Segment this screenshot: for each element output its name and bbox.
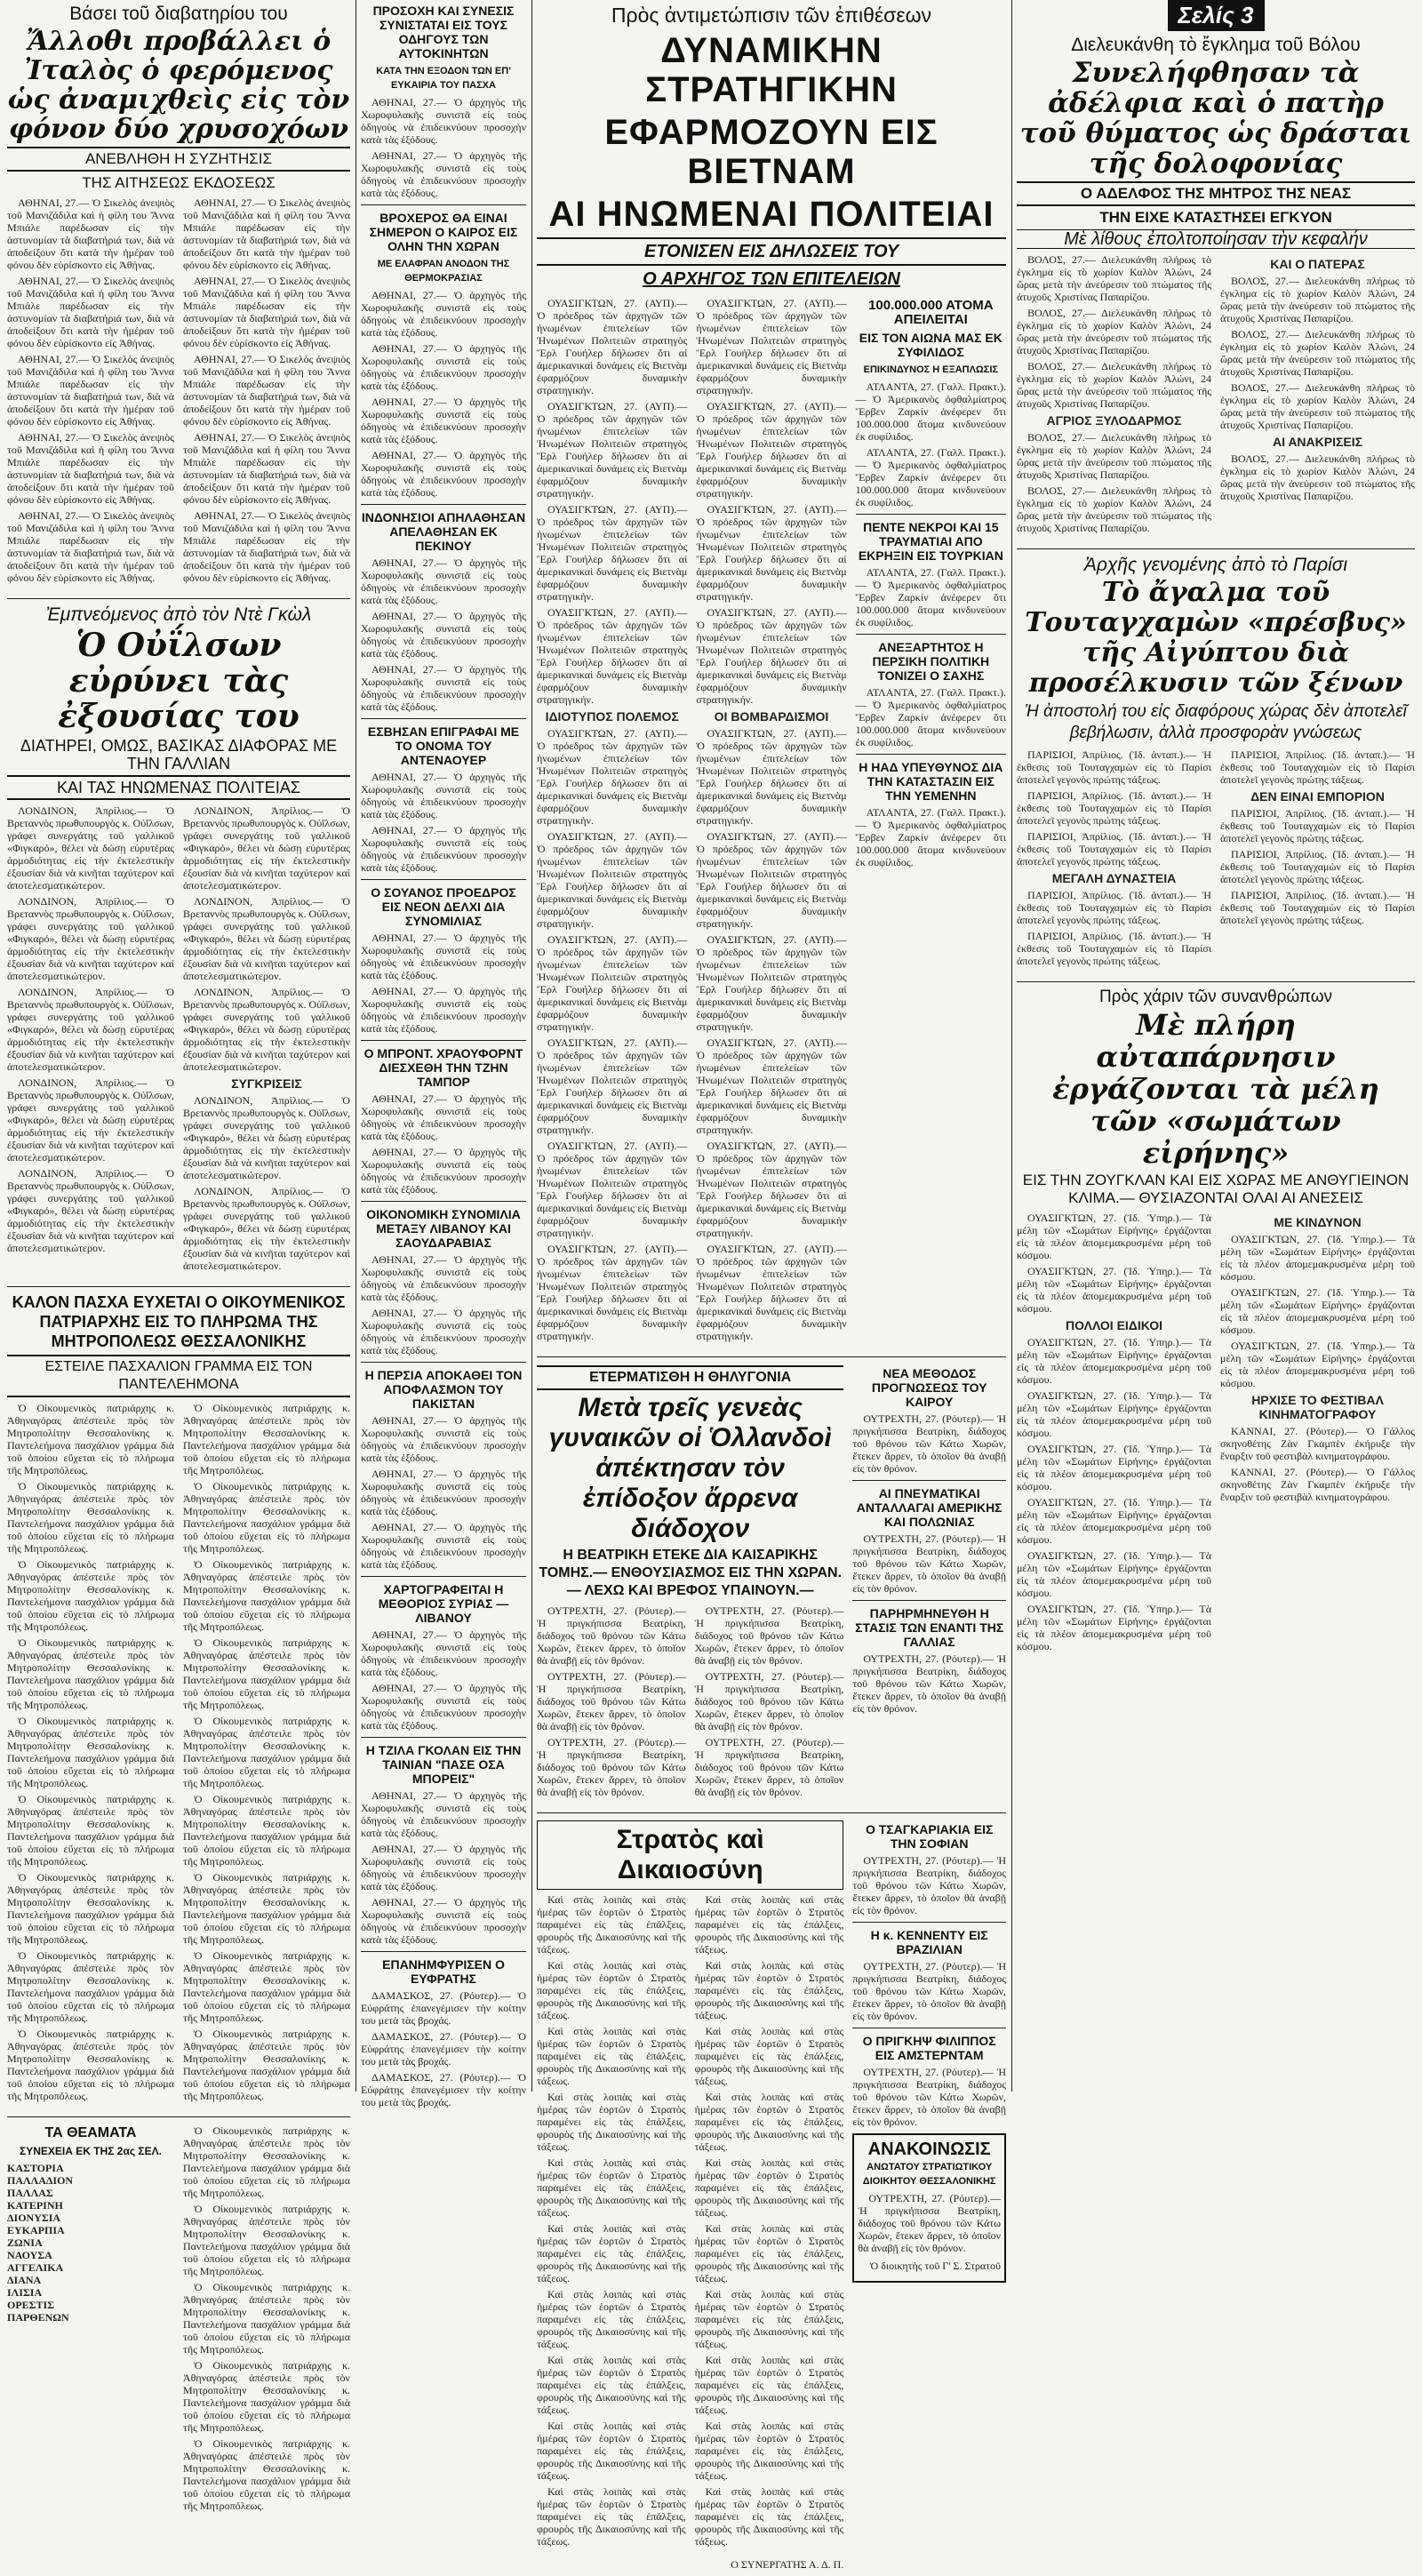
side-briefs xyxy=(856,295,1006,1351)
divider xyxy=(361,718,526,719)
column-center xyxy=(537,0,1006,2571)
story-text: ΑΤΛΑΝΤΑ, 27. (Γαλλ. Πρακτ.).— Ὁ Ἀμερικανὸς ὀφθαλμίατρος Ἔρβεν Ζαρκίν ἀνέφερεν ὅτι 100.000.000 ἄτομα κινδυνεύουν ἐκ συφίλιδος. xyxy=(855,566,1006,628)
story-text: ΚΑΙ Ο ΠΑΤΕΡΑΣ ΒΟΛΟΣ, 27.— Διελευκάνθη πλήρως τὸ ἐγκλημα εἰς τὸ χωρίον Καλὸν Ἀλώνι, 24 ὥρας μετὰ τὴν ἀνεύρεσιν τοῦ πτώματος τῆς ἀτυχοῦς Χριστίνας Παπαρίζου. ΒΟΛΟΣ, 27.— Διελευκάνθη πλήρως τὸ ἐγκλημα εἰς τὸ χωρίον Καλὸν Ἀλώνι, 24 ὥρας μετὰ τὴν ἀνεύρεσιν τοῦ πτώματος τῆς ἀτυχοῦς Χριστίνας Παπαρίζου. ΒΟΛΟΣ, 27.— Διελευκάνθη πλήρως τὸ ἐγκλημα εἰς τὸ χωρίον Καλὸν Ἀλώνι, 24 ὥρας μετὰ τὴν ἀνεύρεσιν τοῦ πτώματος τῆς ἀτυχοῦς Χριστίνας Παπαρίζου. ΑΙ ΑΝΑΚΡΙΣΕΙΣ ΒΟΛΟΣ, 27.— Διελευκάνθη πλήρως τὸ ἐγκλημα εἰς τὸ χωρίον Καλὸν Ἀλώνι, 24 ὥρας μετὰ τὴν ἀνεύρεσιν τοῦ πτώματος τῆς ἀτυχοῦς Χριστίνας Παπαρίζου. xyxy=(1220,257,1415,502)
side-briefs xyxy=(852,1363,1006,1807)
story-columns xyxy=(537,1603,843,1807)
story-text: Ὁ Οἰκουμενικὸς πατριάρχης κ. Ἀθηναγόρας ἀπέστειλε πρὸς τὸν Μητροπολίτην Θεσσαλονίκης κ. Παντελεήμονα πασχάλιον γράμμα διὰ τοῦ ὁποίου εὔχεται εἰς τὸ πλήρωμα τῆς Μητροπόλεως. Ὁ Οἰκουμενικὸς πατριάρχης κ. Ἀθηναγόρας ἀπέστειλε πρὸς τὸν Μητροπολίτην Θεσσαλονίκης κ. Παντελεήμονα πασχάλιον γράμμα διὰ τοῦ ὁποίου εὔχεται εἰς τὸ πλήρωμα τῆς Μητροπόλεως. Ὁ Οἰκουμενικὸς πατριάρχης κ. Ἀθηναγόρας ἀπέστειλε πρὸς τὸν Μητροπολίτην Θεσσαλονίκης κ. Παντελεήμονα πασχάλιον γράμμα διὰ τοῦ ὁποίου εὔχεται εἰς τὸ πλήρωμα τῆς Μητροπόλεως. Ὁ Οἰκουμενικὸς πατριάρχης κ. Ἀθηναγόρας ἀπέστειλε πρὸς τὸν Μητροπολίτην Θεσσαλονίκης κ. Παντελεήμονα πασχάλιον γράμμα διὰ τοῦ ὁποίου εὔχεται εἰς τὸ πλήρωμα τῆς Μητροπόλεως. Ὁ Οἰκουμενικὸς πατριάρχης κ. Ἀθηναγόρας ἀπέστειλε πρὸς τὸν Μητροπολίτην Θεσσαλονίκης κ. Παντελεήμονα πασχάλιον γράμμα διὰ τοῦ ὁποίου εὔχεται εἰς τὸ πλήρωμα τῆς Μητροπόλεως. Ὁ Οἰκουμενικὸς πατριάρχης κ. Ἀθηναγόρας ἀπέστειλε πρὸς τὸν Μητροπολίτην Θεσσαλονίκης κ. Παντελεήμονα πασχάλιον γράμμα διὰ τοῦ ὁποίου εὔχεται εἰς τὸ πλήρωμα τῆς Μητροπόλεως. Ὁ Οἰκουμενικὸς πατριάρχης κ. Ἀθηναγόρας ἀπέστειλε πρὸς τὸν Μητροπολίτην Θεσσαλονίκης κ. Παντελεήμονα πασχάλιον γράμμα διὰ τοῦ ὁποίου εὔχεται εἰς τὸ πλήρωμα τῆς Μητροπόλεως. Ὁ Οἰκουμενικὸς πατριάρχης κ. Ἀθηναγόρας ἀπέστειλε πρὸς τὸν Μητροπολίτην Θεσσαλονίκης κ. Παντελεήμονα πασχάλιον γράμμα διὰ τοῦ ὁποίου εὔχεται εἰς τὸ πλήρωμα τῆς Μητροπόλεως. Ὁ Οἰκουμενικὸς πατριάρχης κ. Ἀθηναγόρας ἀπέστειλε πρὸς τὸν Μητροπολίτην Θεσσαλονίκης κ. Παντελεήμονα πασχάλιον γράμμα διὰ τοῦ ὁποίου εὔχεται εἰς τὸ πλήρωμα τῆς Μητροπόλεως. xyxy=(7,1402,174,2102)
story-text: ΟΥΤΡΕΧΤΗ, 27. (Ρόυτερ).— Ἡ πριγκήπισσα Βεατρίκη, διάδοχος τοῦ θρόνου τῶν Κάτω Χωρῶν, ἔτεκεν ἄρρεν, τὸ ὁποῖον θὰ ἀναβῇ εἰς τὸν θρόνον. xyxy=(858,2192,1001,2254)
story-text: ΟΥΤΡΕΧΤΗ, 27. (Ρόυτερ).— Ἡ πριγκήπισσα Βεατρίκη, διάδοχος τοῦ θρόνου τῶν Κάτω Χωρῶν, ἔτεκεν ἄρρεν, τὸ ὁποῖον θὰ ἀναβῇ εἰς τὸν θρόνον. xyxy=(852,2066,1006,2128)
headline: ΠΡΟΣΟΧΗ ΚΑΙ ΣΥΝΕΣΙΣ ΣΥΝΙΣΤΑΤΑΙ ΕΙΣ ΤΟΥΣ ΟΔΗΓΟΥΣ ΤΩΝ ΑΥΤΟΚΙΝΗΤΩΝ xyxy=(372,4,515,60)
byline: Ο ΣΥΝΕΡΓΑΤΗΣ Α. Δ. Π. xyxy=(731,2558,844,2571)
column-rule xyxy=(1011,0,1012,2092)
story-text: ΑΘΗΝΑΙ, 27.— Ὁ Σικελὸς ἀνεψιὸς τοῦ Μανιζάδιλα καὶ ἡ φίλη του Ἄννα Μπιάλε παρέδωσαν εἰς τὴν ἀστυνομίαν τὰ διαβατήριά των, διὰ νὰ ἀποδείξουν ὅτι κατὰ τὴν ἡμέραν τοῦ φόνου δὲν εὑρίσκοντο εἰς Ἀθήνας. ΑΘΗΝΑΙ, 27.— Ὁ Σικελὸς ἀνεψιὸς τοῦ Μανιζάδιλα καὶ ἡ φίλη του Ἄννα Μπιάλε παρέδωσαν εἰς τὴν ἀστυνομίαν τὰ διαβατήριά των, διὰ νὰ ἀποδείξουν ὅτι κατὰ τὴν ἡμέραν τοῦ φόνου δὲν εὑρίσκοντο εἰς Ἀθήνας. ΑΘΗΝΑΙ, 27.— Ὁ Σικελὸς ἀνεψιὸς τοῦ Μανιζάδιλα καὶ ἡ φίλη του Ἄννα Μπιάλε παρέδωσαν εἰς τὴν ἀστυνομίαν τὰ διαβατήριά των, διὰ νὰ ἀποδείξουν ὅτι κατὰ τὴν ἡμέραν τοῦ φόνου δὲν εὑρίσκοντο εἰς Ἀθήνας. ΑΘΗΝΑΙ, 27.— Ὁ Σικελὸς ἀνεψιὸς τοῦ Μανιζάδιλα καὶ ἡ φίλη του Ἄννα Μπιάλε παρέδωσαν εἰς τὴν ἀστυνομίαν τὰ διαβατήριά των, διὰ νὰ ἀποδείξουν ὅτι κατὰ τὴν ἡμέραν τοῦ φόνου δὲν εὑρίσκοντο εἰς Ἀθήνας. ΑΘΗΝΑΙ, 27.— Ὁ Σικελὸς ἀνεψιὸς τοῦ Μανιζάδιλα καὶ ἡ φίλη του Ἄννα Μπιάλε παρέδωσαν εἰς τὴν ἀστυνομίαν τὰ διαβατήριά των, διὰ νὰ ἀποδείξουν ὅτι κατὰ τὴν ἡμέραν τοῦ φόνου δὲν εὑρίσκοντο εἰς Ἀθήνας. xyxy=(7,196,174,584)
subheadline: ΕΙΣ ΤΟΝ ΑΙΩΝΑ ΜΑΣ ΕΚ ΣΥΦΙΛΙΔΟΣ xyxy=(859,331,1003,359)
story-text: Ὁ Οἰκουμενικὸς πατριάρχης κ. Ἀθηναγόρας ἀπέστειλε πρὸς τὸν Μητροπολίτην Θεσσαλονίκης κ. Παντελεήμονα πασχάλιον γράμμα διὰ τοῦ ὁποίου εὔχεται εἰς τὸ πλήρωμα τῆς Μητροπόλεως. Ὁ Οἰκουμενικὸς πατριάρχης κ. Ἀθηναγόρας ἀπέστειλε πρὸς τὸν Μητροπολίτην Θεσσαλονίκης κ. Παντελεήμονα πασχάλιον γράμμα διὰ τοῦ ὁποίου εὔχεται εἰς τὸ πλήρωμα τῆς Μητροπόλεως. Ὁ Οἰκουμενικὸς πατριάρχης κ. Ἀθηναγόρας ἀπέστειλε πρὸς τὸν Μητροπολίτην Θεσσαλονίκης κ. Παντελεήμονα πασχάλιον γράμμα διὰ τοῦ ὁποίου εὔχεται εἰς τὸ πλήρωμα τῆς Μητροπόλεως. Ὁ Οἰκουμενικὸς πατριάρχης κ. Ἀθηναγόρας ἀπέστειλε πρὸς τὸν Μητροπολίτην Θεσσαλονίκης κ. Παντελεήμονα πασχάλιον γράμμα διὰ τοῦ ὁποίου εὔχεται εἰς τὸ πλήρωμα τῆς Μητροπόλεως. Ὁ Οἰκουμενικὸς πατριάρχης κ. Ἀθηναγόρας ἀπέστειλε πρὸς τὸν Μητροπολίτην Θεσσαλονίκης κ. Παντελεήμονα πασχάλιον γράμμα διὰ τοῦ ὁποίου εὔχεται εἰς τὸ πλήρωμα τῆς Μητροπόλεως. xyxy=(183,2124,350,2512)
section-label: ΣΥΓΚΡΙΣΕΙΣ xyxy=(231,1076,302,1091)
theatre-item: ΔΙΟΝΥΣΙΑ xyxy=(7,2212,61,2224)
headline: ΠΑΡΗΡΜΗΝΕΥΘΗ Η ΣΤΑΣΙΣ ΤΩΝ ΕΝΑΝΤΙ ΤΗΣ ΓΑΛΛΙΑΣ xyxy=(855,1606,1004,1649)
divider xyxy=(1017,981,1415,982)
story-text: ΒΟΛΟΣ, 27.— Διελευκάνθη πλήρως τὸ ἐγκλημα εἰς τὸ χωρίον Καλὸν Ἀλώνι, 24 ὥρας μετὰ τὴν ἀνεύρεσιν τοῦ πτώματος τῆς ἀτυχοῦς Χριστίνας Παπαρίζου. ΒΟΛΟΣ, 27.— Διελευκάνθη πλήρως τὸ ἐγκλημα εἰς τὸ χωρίον Καλὸν Ἀλώνι, 24 ὥρας μετὰ τὴν ἀνεύρεσιν τοῦ πτώματος τῆς ἀτυχοῦς Χριστίνας Παπαρίζου. ΒΟΛΟΣ, 27.— Διελευκάνθη πλήρως τὸ ἐγκλημα εἰς τὸ χωρίον Καλὸν Ἀλώνι, 24 ὥρας μετὰ τὴν ἀνεύρεσιν τοῦ πτώματος τῆς ἀτυχοῦς Χριστίνας Παπαρίζου. ΑΓΡΙΟΣ ΞΥΛΟΔΑΡΜΟΣ ΒΟΛΟΣ, 27.— Διελευκάνθη πλήρως τὸ ἐγκλημα εἰς τὸ χωρίον Καλὸν Ἀλώνι, 24 ὥρας μετὰ τὴν ἀνεύρεσιν τοῦ πτώματος τῆς ἀτυχοῦς Χριστίνας Παπαρίζου. ΒΟΛΟΣ, 27.— Διελευκάνθη πλήρως τὸ ἐγκλημα εἰς τὸ χωρίον Καλὸν Ἀλώνι, 24 ὥρας μετὰ τὴν ἀνεύρεσιν τοῦ πτώματος τῆς ἀτυχοῦς Χριστίνας Παπαρίζου. xyxy=(1017,253,1211,534)
story-text: ΟΥΤΡΕΧΤΗ, 27. (Ρόυτερ).— Ἡ πριγκήπισσα Βεατρίκη, διάδοχος τοῦ θρόνου τῶν Κάτω Χωρῶν, ἔτεκεν ἄρρεν, τὸ ὁποῖον θὰ ἀναβῇ εἰς τὸν θρόνον. ΟΥΤΡΕΧΤΗ, 27. (Ρόυτερ).— Ἡ πριγκήπισσα Βεατρίκη, διάδοχος τοῦ θρόνου τῶν Κάτω Χωρῶν, ἔτεκεν ἄρρεν, τὸ ὁποῖον θὰ ἀναβῇ εἰς τὸν θρόνον. ΟΥΤΡΕΧΤΗ, 27. (Ρόυτερ).— Ἡ πριγκήπισσα Βεατρίκη, διάδοχος τοῦ θρόνου τῶν Κάτω Χωρῶν, ἔτεκεν ἄρρεν, τὸ ὁποῖον θὰ ἀναβῇ εἰς τὸν θρόνον. xyxy=(694,1604,844,1798)
story-columns xyxy=(537,1892,843,2556)
story-columns xyxy=(7,2123,350,2521)
divider xyxy=(7,598,350,599)
story-text: ΑΘΗΝΑΙ, 27.— Ὁ ἀρχηγὸς τῆς Χωροφυλακῆς συνιστᾶ εἰς τοὺς ὁδηγοὺς νὰ ἐπιδεικνύουν προσοχὴν κατὰ τὰς ἐξόδους. ΑΘΗΝΑΙ, 27.— Ὁ ἀρχηγὸς τῆς Χωροφυλακῆς συνιστᾶ εἰς τοὺς ὁδηγοὺς νὰ ἐπιδεικνύουν προσοχὴν κατὰ τὰς ἐξόδους. xyxy=(361,1092,526,1196)
theatre-item: ΟΡΕΣΤΙΣ xyxy=(7,2299,55,2311)
kicker: Ἐμπνεόμενος ἀπὸ τὸν Ντὲ Γκὼλ xyxy=(45,604,312,625)
headline: ΙΝΔΟΝΗΣΙΟΙ ΑΠΗΛΑΘΗΣΑΝ ΑΠΕΛΑΘΗΣΑΝ ΕΚ ΠΕΚΙΝΟΥ xyxy=(361,510,526,553)
subheadline: ΚΑΤΑ ΤΗΝ ΕΞΟΔΟΝ ΤΩΝ ΕΠ' ΕΥΚΑΙΡΙΑ ΤΟΥ ΠΑΣΧΑ xyxy=(376,66,511,91)
theatres-section xyxy=(7,2123,174,2521)
divider xyxy=(1017,548,1415,549)
theatre-item: ΕΥΚΑΡΠΙΑ xyxy=(7,2224,65,2236)
headline: Ο ΣΟΥΑΝΟΣ ΠΡΟΕΔΡΟΣ ΕΙΣ ΝΕΟΝ ΔΕΛΧΙ ΔΙΑ ΣΥΝΟΜΙΛΙΑΣ xyxy=(371,885,516,928)
story-text: ΑΘΗΝΑΙ, 27.— Ὁ ἀρχηγὸς τῆς Χωροφυλακῆς συνιστᾶ εἰς τοὺς ὁδηγοὺς νὰ ἐπιδεικνύουν προσοχὴν κατὰ τὰς ἐξόδους. ΑΘΗΝΑΙ, 27.— Ὁ ἀρχηγὸς τῆς Χωροφυλακῆς συνιστᾶ εἰς τοὺς ὁδηγοὺς νὰ ἐπιδεικνύουν προσοχὴν κατὰ τὰς ἐξόδους. xyxy=(361,932,526,1035)
story-text: ΑΘΗΝΑΙ, 27.— Ὁ ἀρχηγὸς τῆς Χωροφυλακῆς συνιστᾶ εἰς τοὺς ὁδηγοὺς νὰ ἐπιδεικνύουν προσοχὴν κατὰ τὰς ἐξόδους. ΑΘΗΝΑΙ, 27.— Ὁ ἀρχηγὸς τῆς Χωροφυλακῆς συνιστᾶ εἰς τοὺς ὁδηγοὺς νὰ ἐπιδεικνύουν προσοχὴν κατὰ τὰς ἐξόδους. xyxy=(361,1628,526,1732)
headline: ΗΡΧΙΣΕ ΤΟ ΦΕΣΤΙΒΑΛ ΚΙΝΗΜΑΤΟΓΡΑΦΟΥ xyxy=(1251,1393,1384,1421)
divider xyxy=(852,1922,1006,1923)
section-label: ΜΕΓΑΛΗ ΔΥΝΑΣΤΕΙΑ xyxy=(1051,871,1177,885)
divider xyxy=(361,1576,526,1577)
divider xyxy=(361,504,526,505)
story-text: ΟΥΤΡΕΧΤΗ, 27. (Ρόυτερ).— Ἡ πριγκήπισσα Βεατρίκη, διάδοχος τοῦ θρόνου τῶν Κάτω Χωρῶν, ἔτεκεν ἄρρεν, τὸ ὁποῖον θὰ ἀναβῇ εἰς τὸν θρόνον. xyxy=(852,1652,1006,1715)
headline: ΒΡΟΧΕΡΟΣ ΘΑ ΕΙΝΑΙ ΣΗΜΕΡΟΝ Ο ΚΑΙΡΟΣ ΕΙΣ ΟΛΗΝ ΤΗΝ ΧΩΡΑΝ xyxy=(369,211,518,253)
story-text: ΑΤΛΑΝΤΑ, 27. (Γαλλ. Πρακτ.).— Ὁ Ἀμερικανὸς ὀφθαλμίατρος Ἔρβεν Ζαρκίν ἀνέφερεν ὅτι 100.000.000 ἄτομα κινδυνεύουν ἐκ συφίλιδος. xyxy=(855,686,1006,748)
theatre-list xyxy=(7,2162,174,2324)
deck: Ο ΑΡΧΗΓΟΣ ΤΩΝ ΕΠΙΤΕΛΕΙΩΝ xyxy=(643,269,900,289)
theatre-item: ΚΑΣΤΟΡΙΑ xyxy=(7,2162,64,2174)
story-columns xyxy=(1017,1210,1415,1661)
story-text: ΛΟΝΔΙΝΟΝ, Ἀπρίλιος.— Ὁ Βρεταννὸς πρωθυπουργὸς κ. Οὐΐλσων, γράφει συνεργάτης τοῦ γαλλικοῦ «Φιγκαρό», θέλει νὰ δώσῃ εὐρυτέρας ἁρμοδιότητας εἰς τὴν ἐκτελεστικὴν ἐξουσίαν διὰ νὰ κινῆται ταχύτερον καὶ ἀποτελεσματικώτερον. ΛΟΝΔΙΝΟΝ, Ἀπρίλιος.— Ὁ Βρεταννὸς πρωθυπουργὸς κ. Οὐΐλσων, γράφει συνεργάτης τοῦ γαλλικοῦ «Φιγκαρό», θέλει νὰ δώσῃ εὐρυτέρας ἁρμοδιότητας εἰς τὴν ἐκτελεστικὴν ἐξουσίαν διὰ νὰ κινῆται ταχύτερον καὶ ἀποτελεσματικώτερον. ΛΟΝΔΙΝΟΝ, Ἀπρίλιος.— Ὁ Βρεταννὸς πρωθυπουργὸς κ. Οὐΐλσων, γράφει συνεργάτης τοῦ γαλλικοῦ «Φιγκαρό», θέλει νὰ δώσῃ εὐρυτέρας ἁρμοδιότητας εἰς τὴν ἐκτελεστικὴν ἐξουσίαν διὰ νὰ κινῆται ταχύτερον καὶ ἀποτελεσματικώτερον. ΣΥΓΚΡΙΣΕΙΣ ΛΟΝΔΙΝΟΝ, Ἀπρίλιος.— Ὁ Βρεταννὸς πρωθυπουργὸς κ. Οὐΐλσων, γράφει συνεργάτης τοῦ γαλλικοῦ «Φιγκαρό», θέλει νὰ δώσῃ εὐρυτέρας ἁρμοδιότητας εἰς τὴν ἐκτελεστικὴν ἐξουσίαν διὰ νὰ κινῆται ταχύτερον καὶ ἀποτελεσματικώτερον. ΛΟΝΔΙΝΟΝ, Ἀπρίλιος.— Ὁ Βρεταννὸς πρωθυπουργὸς κ. Οὐΐλσων, γράφει συνεργάτης τοῦ γαλλικοῦ «Φιγκαρό», θέλει νὰ δώσῃ εὐρυτέρας ἁρμοδιότητας εἰς τὴν ἐκτελεστικὴν ἐξουσίαν διὰ νὰ κινῆται ταχύτερον καὶ ἀποτελεσματικώτερον. xyxy=(183,804,350,1272)
theatre-item: ΔΙΑΝΑ xyxy=(7,2274,42,2286)
story-text: ΑΘΗΝΑΙ, 27.— Ὁ ἀρχηγὸς τῆς Χωροφυλακῆς συνιστᾶ εἰς τοὺς ὁδηγοὺς νὰ ἐπιδεικνύουν προσοχὴν κατὰ τὰς ἐξόδους. ΑΘΗΝΑΙ, 27.— Ὁ ἀρχηγὸς τῆς Χωροφυλακῆς συνιστᾶ εἰς τοὺς ὁδηγοὺς νὰ ἐπιδεικνύουν προσοχὴν κατὰ τὰς ἐξόδους. ΑΘΗΝΑΙ, 27.— Ὁ ἀρχηγὸς τῆς Χωροφυλακῆς συνιστᾶ εἰς τοὺς ὁδηγοὺς νὰ ἐπιδεικνύουν προσοχὴν κατὰ τὰς ἐξόδους. xyxy=(361,1789,526,1946)
story-text: ΑΘΗΝΑΙ, 27.— Ὁ ἀρχηγὸς τῆς Χωροφυλακῆς συνιστᾶ εἰς τοὺς ὁδηγοὺς νὰ ἐπιδεικνύουν προσοχὴν κατὰ τὰς ἐξόδους. ΑΘΗΝΑΙ, 27.— Ὁ ἀρχηγὸς τῆς Χωροφυλακῆς συνιστᾶ εἰς τοὺς ὁδηγοὺς νὰ ἐπιδεικνύουν προσοχὴν κατὰ τὰς ἐξόδους. ΑΘΗΝΑΙ, 27.— Ὁ ἀρχηγὸς τῆς Χωροφυλακῆς συνιστᾶ εἰς τοὺς ὁδηγοὺς νὰ ἐπιδεικνύουν προσοχὴν κατὰ τὰς ἐξόδους. xyxy=(361,1414,526,1571)
theatre-item: ΙΛΙΣΙΑ xyxy=(7,2286,43,2299)
story-text: Καὶ στὰς λοιπὰς καὶ στὰς ἡμέρας τῶν ἑορτῶν ὁ Στρατὸς παραμένει εἰς τὰς ἐπάλξεις, φρουρὸς τῆς Δικαιοσύνης καὶ τῆς τάξεως. Καὶ στὰς λοιπὰς καὶ στὰς ἡμέρας τῶν ἑορτῶν ὁ Στρατὸς παραμένει εἰς τὰς ἐπάλξεις, φρουρὸς τῆς Δικαιοσύνης καὶ τῆς τάξεως. Καὶ στὰς λοιπὰς καὶ στὰς ἡμέρας τῶν ἑορτῶν ὁ Στρατὸς παραμένει εἰς τὰς ἐπάλξεις, φρουρὸς τῆς Δικαιοσύνης καὶ τῆς τάξεως. Καὶ στὰς λοιπὰς καὶ στὰς ἡμέρας τῶν ἑορτῶν ὁ Στρατὸς παραμένει εἰς τὰς ἐπάλξεις, φρουρὸς τῆς Δικαιοσύνης καὶ τῆς τάξεως. Καὶ στὰς λοιπὰς καὶ στὰς ἡμέρας τῶν ἑορτῶν ὁ Στρατὸς παραμένει εἰς τὰς ἐπάλξεις, φρουρὸς τῆς Δικαιοσύνης καὶ τῆς τάξεως. Καὶ στὰς λοιπὰς καὶ στὰς ἡμέρας τῶν ἑορτῶν ὁ Στρατὸς παραμένει εἰς τὰς ἐπάλξεις, φρουρὸς τῆς Δικαιοσύνης καὶ τῆς τάξεως. Καὶ στὰς λοιπὰς καὶ στὰς ἡμέρας τῶν ἑορτῶν ὁ Στρατὸς παραμένει εἰς τὰς ἐπάλξεις, φρουρὸς τῆς Δικαιοσύνης καὶ τῆς τάξεως. Καὶ στὰς λοιπὰς καὶ στὰς ἡμέρας τῶν ἑορτῶν ὁ Στρατὸς παραμένει εἰς τὰς ἐπάλξεις, φρουρὸς τῆς Δικαιοσύνης καὶ τῆς τάξεως. Καὶ στὰς λοιπὰς καὶ στὰς ἡμέρας τῶν ἑορτῶν ὁ Στρατὸς παραμένει εἰς τὰς ἐπάλξεις, φρουρὸς τῆς Δικαιοσύνης καὶ τῆς τάξεως. Καὶ στὰς λοιπὰς καὶ στὰς ἡμέρας τῶν ἑορτῶν ὁ Στρατὸς παραμένει εἰς τὰς ἐπάλξεις, φρουρὸς τῆς Δικαιοσύνης καὶ τῆς τάξεως. xyxy=(537,1893,686,2548)
story-text: ΑΘΗΝΑΙ, 27.— Ὁ ἀρχηγὸς τῆς Χωροφυλακῆς συνιστᾶ εἰς τοὺς ὁδηγοὺς νὰ ἐπιδεικνύουν προσοχὴν κατὰ τὰς ἐξόδους. ΑΘΗΝΑΙ, 27.— Ὁ ἀρχηγὸς τῆς Χωροφυλακῆς συνιστᾶ εἰς τοὺς ὁδηγοὺς νὰ ἐπιδεικνύουν προσοχὴν κατὰ τὰς ἐξόδους. ΑΘΗΝΑΙ, 27.— Ὁ ἀρχηγὸς τῆς Χωροφυλακῆς συνιστᾶ εἰς τοὺς ὁδηγοὺς νὰ ἐπιδεικνύουν προσοχὴν κατὰ τὰς ἐξόδους. ΑΘΗΝΑΙ, 27.— Ὁ ἀρχηγὸς τῆς Χωροφυλακῆς συνιστᾶ εἰς τοὺς ὁδηγοὺς νὰ ἐπιδεικνύουν προσοχὴν κατὰ τὰς ἐξόδους. xyxy=(361,289,526,499)
divider xyxy=(852,1480,1006,1481)
headline: ΚΑΛΟΝ ΠΑΣΧΑ ΕΥΧΕΤΑΙ Ο ΟΙΚΟΥΜΕΝΙΚΟΣ ΠΑΤΡΙΑΡΧΗΣ ΕΙΣ ΤΟ ΠΛΗΡΩΜΑ ΤΗΣ ΜΗΤΡΟΠΟΛΕΩΣ ΘΕΣΣΑΛΟΝΙΚΗΣ xyxy=(12,1293,346,1350)
section-label: ΔΕΝ ΕΙΝΑΙ ΕΜΠΟΡΙΟΝ xyxy=(1250,789,1385,804)
section-title: ΤΑ ΘΕΑΜΑΤΑ xyxy=(44,2125,137,2140)
headline: ΔΥΝΑΜΙΚΗΝ ΣΤΡΑΤΗΓΙΚΗΝ xyxy=(645,31,898,109)
headline: 100.000.000 ΑΤΟΜΑ ΑΠΕΙΛΕΙΤΑΙ xyxy=(868,298,994,327)
army-story xyxy=(537,1819,843,2576)
announcement-title: ΑΝΑΚΟΙΝΩΣΙΣ xyxy=(867,2140,991,2159)
subheadline: Ο ΑΔΕΛΦΟΣ ΤΗΣ ΜΗΤΡΟΣ ΤΗΣ ΝΕΑΣ xyxy=(1017,181,1415,206)
story-text: ΑΘΗΝΑΙ, 27.— Ὁ ἀρχηγὸς τῆς Χωροφυλακῆς συνιστᾶ εἰς τοὺς ὁδηγοὺς νὰ ἐπιδεικνύουν προσοχὴν κατὰ τὰς ἐξόδους. ΑΘΗΝΑΙ, 27.— Ὁ ἀρχηγὸς τῆς Χωροφυλακῆς συνιστᾶ εἰς τοὺς ὁδηγοὺς νὰ ἐπιδεικνύουν προσοχὴν κατὰ τὰς ἐξόδους. xyxy=(361,96,526,199)
story-text: ΟΥΤΡΕΧΤΗ, 27. (Ρόυτερ).— Ἡ πριγκήπισσα Βεατρίκη, διάδοχος τοῦ θρόνου τῶν Κάτω Χωρῶν, ἔτεκεν ἄρρεν, τὸ ὁποῖον θὰ ἀναβῇ εἰς τὸν θρόνον. xyxy=(852,1412,1006,1475)
section-label: ΠΟΛΛΟΙ ΕΙΔΙΚΟΙ xyxy=(1065,1318,1163,1332)
headline: Η ΠΕΡΣΙΑ ΑΠΟΚΑΘΕΙ ΤΟΝ ΑΠΟΦΛΑΣΜΟΝ ΤΟΥ ΠΑΚΙΣΤΑΝ xyxy=(364,1368,523,1411)
headline: ΧΑΡΤΟΓΡΑΦΕΙΤΑΙ Η ΜΕΘΟΡΙΟΣ ΣΥΡΙΑΣ — ΛΙΒΑΝΟΥ xyxy=(378,1582,509,1625)
story-text: ΟΥΤΡΕΧΤΗ, 27. (Ρόυτερ).— Ἡ πριγκήπισσα Βεατρίκη, διάδοχος τοῦ θρόνου τῶν Κάτω Χωρῶν, ἔτεκεν ἄρρεν, τὸ ὁποῖον θὰ ἀναβῇ εἰς τὸν θρόνον. xyxy=(852,1960,1006,2022)
story-text: ΟΥΤΡΕΧΤΗ, 27. (Ρόυτερ).— Ἡ πριγκήπισσα Βεατρίκη, διάδοχος τοῦ θρόνου τῶν Κάτω Χωρῶν, ἔτεκεν ἄρρεν, τὸ ὁποῖον θὰ ἀναβῇ εἰς τὸν θρόνον. xyxy=(852,1854,1006,1916)
headline: Στρατὸς καὶ Δικαιοσύνη xyxy=(537,1820,843,1890)
story-text: Ὁ Οἰκουμενικὸς πατριάρχης κ. Ἀθηναγόρας ἀπέστειλε πρὸς τὸν Μητροπολίτην Θεσσαλονίκης κ. Παντελεήμονα πασχάλιον γράμμα διὰ τοῦ ὁποίου εὔχεται εἰς τὸ πλήρωμα τῆς Μητροπόλεως. Ὁ Οἰκουμενικὸς πατριάρχης κ. Ἀθηναγόρας ἀπέστειλε πρὸς τὸν Μητροπολίτην Θεσσαλονίκης κ. Παντελεήμονα πασχάλιον γράμμα διὰ τοῦ ὁποίου εὔχεται εἰς τὸ πλήρωμα τῆς Μητροπόλεως. Ὁ Οἰκουμενικὸς πατριάρχης κ. Ἀθηναγόρας ἀπέστειλε πρὸς τὸν Μητροπολίτην Θεσσαλονίκης κ. Παντελεήμονα πασχάλιον γράμμα διὰ τοῦ ὁποίου εὔχεται εἰς τὸ πλήρωμα τῆς Μητροπόλεως. Ὁ Οἰκουμενικὸς πατριάρχης κ. Ἀθηναγόρας ἀπέστειλε πρὸς τὸν Μητροπολίτην Θεσσαλονίκης κ. Παντελεήμονα πασχάλιον γράμμα διὰ τοῦ ὁποίου εὔχεται εἰς τὸ πλήρωμα τῆς Μητροπόλεως. Ὁ Οἰκουμενικὸς πατριάρχης κ. Ἀθηναγόρας ἀπέστειλε πρὸς τὸν Μητροπολίτην Θεσσαλονίκης κ. Παντελεήμονα πασχάλιον γράμμα διὰ τοῦ ὁποίου εὔχεται εἰς τὸ πλήρωμα τῆς Μητροπόλεως. Ὁ Οἰκουμενικὸς πατριάρχης κ. Ἀθηναγόρας ἀπέστειλε πρὸς τὸν Μητροπολίτην Θεσσαλονίκης κ. Παντελεήμονα πασχάλιον γράμμα διὰ τοῦ ὁποίου εὔχεται εἰς τὸ πλήρωμα τῆς Μητροπόλεως. Ὁ Οἰκουμενικὸς πατριάρχης κ. Ἀθηναγόρας ἀπέστειλε πρὸς τὸν Μητροπολίτην Θεσσαλονίκης κ. Παντελεήμονα πασχάλιον γράμμα διὰ τοῦ ὁποίου εὔχεται εἰς τὸ πλήρωμα τῆς Μητροπόλεως. Ὁ Οἰκουμενικὸς πατριάρχης κ. Ἀθηναγόρας ἀπέστειλε πρὸς τὸν Μητροπολίτην Θεσσαλονίκης κ. Παντελεήμονα πασχάλιον γράμμα διὰ τοῦ ὁποίου εὔχεται εἰς τὸ πλήρωμα τῆς Μητροπόλεως. Ὁ Οἰκουμενικὸς πατριάρχης κ. Ἀθηναγόρας ἀπέστειλε πρὸς τὸν Μητροπολίτην Θεσσαλονίκης κ. Παντελεήμονα πασχάλιον γράμμα διὰ τοῦ ὁποίου εὔχεται εἰς τὸ πλήρωμα τῆς Μητροπόλεως. xyxy=(183,1402,350,2102)
headline: Μετὰ τρεῖς γενεὰς γυναικῶν οἱ Ὁλλανδοὶ ἀπέκτησαν τὸν ἐπίδοξον ἄρρενα διάδοχον xyxy=(548,1393,832,1543)
headline: Μὲ πλήρη αὐταπάρνησιν ἐργάζονται τὰ μέλη τῶν «σωμάτων εἰρήνης» xyxy=(1052,1008,1379,1170)
story-columns xyxy=(7,1400,350,2111)
story-text: ΟΥΤΡΕΧΤΗ, 27. (Ρόυτερ).— Ἡ πριγκήπισσα Βεατρίκη, διάδοχος τοῦ θρόνου τῶν Κάτω Χωρῶν, ἔτεκεν ἄρρεν, τὸ ὁποῖον θὰ ἀναβῇ εἰς τὸν θρόνον. ΟΥΤΡΕΧΤΗ, 27. (Ρόυτερ).— Ἡ πριγκήπισσα Βεατρίκη, διάδοχος τοῦ θρόνου τῶν Κάτω Χωρῶν, ἔτεκεν ἄρρεν, τὸ ὁποῖον θὰ ἀναβῇ εἰς τὸν θρόνον. ΟΥΤΡΕΧΤΗ, 27. (Ρόυτερ).— Ἡ πριγκήπισσα Βεατρίκη, διάδοχος τοῦ θρόνου τῶν Κάτω Χωρῶν, ἔτεκεν ἄρρεν, τὸ ὁποῖον θὰ ἀναβῇ εἰς τὸν θρόνον. xyxy=(537,1604,686,1798)
section-label: ΑΙ ΑΝΑΚΡΙΣΕΙΣ xyxy=(1272,435,1363,449)
story-text: Καὶ στὰς λοιπὰς καὶ στὰς ἡμέρας τῶν ἑορτῶν ὁ Στρατὸς παραμένει εἰς τὰς ἐπάλξεις, φρουρὸς τῆς Δικαιοσύνης καὶ τῆς τάξεως. Καὶ στὰς λοιπὰς καὶ στὰς ἡμέρας τῶν ἑορτῶν ὁ Στρατὸς παραμένει εἰς τὰς ἐπάλξεις, φρουρὸς τῆς Δικαιοσύνης καὶ τῆς τάξεως. Καὶ στὰς λοιπὰς καὶ στὰς ἡμέρας τῶν ἑορτῶν ὁ Στρατὸς παραμένει εἰς τὰς ἐπάλξεις, φρουρὸς τῆς Δικαιοσύνης καὶ τῆς τάξεως. Καὶ στὰς λοιπὰς καὶ στὰς ἡμέρας τῶν ἑορτῶν ὁ Στρατὸς παραμένει εἰς τὰς ἐπάλξεις, φρουρὸς τῆς Δικαιοσύνης καὶ τῆς τάξεως. Καὶ στὰς λοιπὰς καὶ στὰς ἡμέρας τῶν ἑορτῶν ὁ Στρατὸς παραμένει εἰς τὰς ἐπάλξεις, φρουρὸς τῆς Δικαιοσύνης καὶ τῆς τάξεως. Καὶ στὰς λοιπὰς καὶ στὰς ἡμέρας τῶν ἑορτῶν ὁ Στρατὸς παραμένει εἰς τὰς ἐπάλξεις, φρουρὸς τῆς Δικαιοσύνης καὶ τῆς τάξεως. Καὶ στὰς λοιπὰς καὶ στὰς ἡμέρας τῶν ἑορτῶν ὁ Στρατὸς παραμένει εἰς τὰς ἐπάλξεις, φρουρὸς τῆς Δικαιοσύνης καὶ τῆς τάξεως. Καὶ στὰς λοιπὰς καὶ στὰς ἡμέρας τῶν ἑορτῶν ὁ Στρατὸς παραμένει εἰς τὰς ἐπάλξεις, φρουρὸς τῆς Δικαιοσύνης καὶ τῆς τάξεως. Καὶ στὰς λοιπὰς καὶ στὰς ἡμέρας τῶν ἑορτῶν ὁ Στρατὸς παραμένει εἰς τὰς ἐπάλξεις, φρουρὸς τῆς Δικαιοσύνης καὶ τῆς τάξεως. Καὶ στὰς λοιπὰς καὶ στὰς ἡμέρας τῶν ἑορτῶν ὁ Στρατὸς παραμένει εἰς τὰς ἐπάλξεις, φρουρὸς τῆς Δικαιοσύνης καὶ τῆς τάξεως. xyxy=(694,1893,844,2548)
kicker: Πρὸς ἀντιμετώπισιν τῶν ἐπιθέσεων xyxy=(611,4,932,27)
headline: ΑΙ ΠΝΕΥΜΑΤΙΚΑΙ ΑΝΤΑΛΛΑΓΑΙ ΑΜΕΡΙΚΗΣ ΚΑΙ ΠΟΛΩΝΙΑΣ xyxy=(856,1486,1003,1529)
headline: Τὸ ἄγαλμα τοῦ Τουταγχαμὼν «πρέσβυς» τῆς Αἰγύπτου διὰ προσέλκυσιν τῶν ξένων xyxy=(1025,577,1407,699)
story-text: ΑΤΛΑΝΤΑ, 27. (Γαλλ. Πρακτ.).— Ὁ Ἀμερικανὸς ὀφθαλμίατρος Ἔρβεν Ζαρκίν ἀνέφερεν ὅτι 100.000.000 ἄτομα κινδυνεύουν ἐκ συφίλιδος. ΑΤΛΑΝΤΑ, 27. (Γαλλ. Πρακτ.).— Ὁ Ἀμερικανὸς ὀφθαλμίατρος Ἔρβεν Ζαρκίν ἀνέφερεν ὅτι 100.000.000 ἄτομα κινδυνεύουν ἐκ συφίλιδος. xyxy=(855,380,1006,508)
headline: Ο ΜΠΡΟΝΤ. ΧΡΑΟΥΦΟΡΝΤ ΔΙΕΣΧΕΘΗ ΤΗΝ ΤΖΗΝ ΤΑΜΠΟΡ xyxy=(363,1046,523,1089)
subheadline: ΜΕ ΕΛΑΦΡΑΝ ΑΝΟΔΟΝ ΤΗΣ ΘΕΡΜΟΚΡΑΣΙΑΣ xyxy=(377,259,510,284)
divider xyxy=(856,754,1006,755)
headline: Ὁ Οὐΐλσων εὐρύνει τὰς ἐξουσίας του xyxy=(58,627,300,735)
story-text: ΛΟΝΔΙΝΟΝ, Ἀπρίλιος.— Ὁ Βρεταννὸς πρωθυπουργὸς κ. Οὐΐλσων, γράφει συνεργάτης τοῦ γαλλικοῦ «Φιγκαρό», θέλει νὰ δώσῃ εὐρυτέρας ἁρμοδιότητας εἰς τὴν ἐκτελεστικὴν ἐξουσίαν διὰ νὰ κινῆται ταχύτερον καὶ ἀποτελεσματικώτερον. ΛΟΝΔΙΝΟΝ, Ἀπρίλιος.— Ὁ Βρεταννὸς πρωθυπουργὸς κ. Οὐΐλσων, γράφει συνεργάτης τοῦ γαλλικοῦ «Φιγκαρό», θέλει νὰ δώσῃ εὐρυτέρας ἁρμοδιότητας εἰς τὴν ἐκτελεστικὴν ἐξουσίαν διὰ νὰ κινῆται ταχύτερον καὶ ἀποτελεσματικώτερον. ΛΟΝΔΙΝΟΝ, Ἀπρίλιος.— Ὁ Βρεταννὸς πρωθυπουργὸς κ. Οὐΐλσων, γράφει συνεργάτης τοῦ γαλλικοῦ «Φιγκαρό», θέλει νὰ δώσῃ εὐρυτέρας ἁρμοδιότητας εἰς τὴν ἐκτελεστικὴν ἐξουσίαν διὰ νὰ κινῆται ταχύτερον καὶ ἀποτελεσματικώτερον. ΛΟΝΔΙΝΟΝ, Ἀπρίλιος.— Ὁ Βρεταννὸς πρωθυπουργὸς κ. Οὐΐλσων, γράφει συνεργάτης τοῦ γαλλικοῦ «Φιγκαρό», θέλει νὰ δώσῃ εὐρυτέρας ἁρμοδιότητας εἰς τὴν ἐκτελεστικὴν ἐξουσίαν διὰ νὰ κινῆται ταχύτερον καὶ ἀποτελεσματικώτερον. ΛΟΝΔΙΝΟΝ, Ἀπρίλιος.— Ὁ Βρεταννὸς πρωθυπουργὸς κ. Οὐΐλσων, γράφει συνεργάτης τοῦ γαλλικοῦ «Φιγκαρό», θέλει νὰ δώσῃ εὐρυτέρας ἁρμοδιότητας εἰς τὴν ἐκτελεστικὴν ἐξουσίαν διὰ νὰ κινῆται ταχύτερον καὶ ἀποτελεσματικώτερον. xyxy=(7,804,174,1254)
section-label: ΟΙ ΒΟΜΒΑΡΔΙΣΜΟΙ xyxy=(714,709,829,724)
story-columns xyxy=(1017,252,1415,543)
divider xyxy=(537,1812,1006,1813)
theatre-item: ΑΓΓΕΛΙΚΑ xyxy=(7,2261,64,2274)
headline: ΑΙ ΗΝΩΜΕΝΑΙ ΠΟΛΙΤΕΙΑΙ xyxy=(548,195,995,234)
headline: ΕΣΒΗΣΑΝ ΕΠΙΓΡΑΦΑΙ ΜΕ ΤΟ ΟΝΟΜΑ ΤΟΥ ΑΝΤΕΝΑΟΥΕΡ xyxy=(367,724,520,767)
story-text: ΑΘΗΝΑΙ, 27.— Ὁ Σικελὸς ἀνεψιὸς τοῦ Μανιζάδιλα καὶ ἡ φίλη του Ἄννα Μπιάλε παρέδωσαν εἰς τὴν ἀστυνομίαν τὰ διαβατήριά των, διὰ νὰ ἀποδείξουν ὅτι κατὰ τὴν ἡμέραν τοῦ φόνου δὲν εὑρίσκοντο εἰς Ἀθήνας. ΑΘΗΝΑΙ, 27.— Ὁ Σικελὸς ἀνεψιὸς τοῦ Μανιζάδιλα καὶ ἡ φίλη του Ἄννα Μπιάλε παρέδωσαν εἰς τὴν ἀστυνομίαν τὰ διαβατήριά των, διὰ νὰ ἀποδείξουν ὅτι κατὰ τὴν ἡμέραν τοῦ φόνου δὲν εὑρίσκοντο εἰς Ἀθήνας. ΑΘΗΝΑΙ, 27.— Ὁ Σικελὸς ἀνεψιὸς τοῦ Μανιζάδιλα καὶ ἡ φίλη του Ἄννα Μπιάλε παρέδωσαν εἰς τὴν ἀστυνομίαν τὰ διαβατήριά των, διὰ νὰ ἀποδείξουν ὅτι κατὰ τὴν ἡμέραν τοῦ φόνου δὲν εὑρίσκοντο εἰς Ἀθήνας. ΑΘΗΝΑΙ, 27.— Ὁ Σικελὸς ἀνεψιὸς τοῦ Μανιζάδιλα καὶ ἡ φίλη του Ἄννα Μπιάλε παρέδωσαν εἰς τὴν ἀστυνομίαν τὰ διαβατήριά των, διὰ νὰ ἀποδείξουν ὅτι κατὰ τὴν ἡμέραν τοῦ φόνου δὲν εὑρίσκοντο εἰς Ἀθήνας. ΑΘΗΝΑΙ, 27.— Ὁ Σικελὸς ἀνεψιὸς τοῦ Μανιζάδιλα καὶ ἡ φίλη του Ἄννα Μπιάλε παρέδωσαν εἰς τὴν ἀστυνομίαν τὰ διαβατήριά των, διὰ νὰ ἀποδείξουν ὅτι κατὰ τὴν ἡμέραν τοῦ φόνου δὲν εὑρίσκοντο εἰς Ἀθήνας. xyxy=(183,196,350,584)
announcement-subtitle: ΑΝΩΤΑΤΟΥ ΣΤΡΑΤΙΩΤΙΚΟΥ ΔΙΟΙΚΗΤΟΥ ΘΕΣΣΑΛΟΝΙΚΗΣ xyxy=(862,2162,996,2187)
section-subtitle: ΣΥΝΕΧΕΙΑ ΕΚ ΤΗΣ 2ας ΣΕΛ. xyxy=(20,2145,162,2157)
column-right xyxy=(1017,0,1415,2092)
divider xyxy=(361,1362,526,1363)
subheadline: ΔΙΑΤΗΡΕΙ, ΟΜΩΣ, ΒΑΣΙΚΑΣ ΔΙΑΦΟΡΑΣ ΜΕ ΤΗΝ ΓΑΛΛΙΑΝ xyxy=(20,737,338,772)
section-label: ΜΕ ΚΙΝΔΥΝΟΝ xyxy=(1274,1215,1362,1229)
divider xyxy=(856,634,1006,635)
section-label: ΙΔΙΟΤΥΠΟΣ ΠΟΛΕΜΟΣ xyxy=(545,709,679,724)
theatre-item: ΝΑΟΥΣΑ xyxy=(7,2249,52,2261)
section-label: ΑΓΡΙΟΣ ΞΥΛΟΔΑΡΜΟΣ xyxy=(1046,413,1182,428)
subheadline: ΤΗΝ ΕΙΧΕ ΚΑΤΑΣΤΗΣΕΙ ΕΓΚΥΟΝ xyxy=(1099,209,1332,226)
theatre-item: ΠΑΡΘΕΝΩΝ xyxy=(7,2311,69,2324)
divider xyxy=(852,1600,1006,1601)
headline: ΕΦΑΡΜΟΖΟΥΝ ΕΙΣ ΒΙΕΤΝΑΜ xyxy=(604,113,939,191)
theatre-item: ΠΑΛΛΑΣ xyxy=(7,2187,53,2199)
divider xyxy=(7,1286,350,1287)
story-text: ΑΤΛΑΝΤΑ, 27. (Γαλλ. Πρακτ.).— Ὁ Ἀμερικανὸς ὀφθαλμίατρος Ἔρβεν Ζαρκίν ἀνέφερεν ὅτι 100.000.000 ἄτομα κινδυνεύουν ἐκ συφίλιδος. xyxy=(855,806,1006,868)
story-text: ΑΘΗΝΑΙ, 27.— Ὁ ἀρχηγὸς τῆς Χωροφυλακῆς συνιστᾶ εἰς τοὺς ὁδηγοὺς νὰ ἐπιδεικνύουν προσοχὴν κατὰ τὰς ἐξόδους. ΑΘΗΝΑΙ, 27.— Ὁ ἀρχηγὸς τῆς Χωροφυλακῆς συνιστᾶ εἰς τοὺς ὁδηγοὺς νὰ ἐπιδεικνύουν προσοχὴν κατὰ τὰς ἐξόδους. ΑΘΗΝΑΙ, 27.— Ὁ ἀρχηγὸς τῆς Χωροφυλακῆς συνιστᾶ εἰς τοὺς ὁδηγοὺς νὰ ἐπιδεικνύουν προσοχὴν κατὰ τὰς ἐξόδους. xyxy=(361,556,526,713)
story-text: ΟΥΑΣΙΓΚΤΩΝ, 27. (ΑΥΠ).— Ὁ πρόεδρος τῶν ἀρχηγῶν τῶν ἡνωμένων ἐπιτελείων τῶν Ἡνωμένων Πολιτειῶν στρατηγὸς Ἕρλ Γουήλερ δήλωσεν ὅτι αἱ ἀμερικανικαὶ δυνάμεις εἰς Βιετνὰμ ἐφαρμόζουν δυναμικὴν στρατηγικήν. ΟΥΑΣΙΓΚΤΩΝ, 27. (ΑΥΠ).— Ὁ πρόεδρος τῶν ἀρχηγῶν τῶν ἡνωμένων ἐπιτελείων τῶν Ἡνωμένων Πολιτειῶν στρατηγὸς Ἕρλ Γουήλερ δήλωσεν ὅτι αἱ ἀμερικανικαὶ δυνάμεις εἰς Βιετνὰμ ἐφαρμόζουν δυναμικὴν στρατηγικήν. ΟΥΑΣΙΓΚΤΩΝ, 27. (ΑΥΠ).— Ὁ πρόεδρος τῶν ἀρχηγῶν τῶν ἡνωμένων ἐπιτελείων τῶν Ἡνωμένων Πολιτειῶν στρατηγὸς Ἕρλ Γουήλερ δήλωσεν ὅτι αἱ ἀμερικανικαὶ δυνάμεις εἰς Βιετνὰμ ἐφαρμόζουν δυναμικὴν στρατηγικήν. ΟΥΑΣΙΓΚΤΩΝ, 27. (ΑΥΠ).— Ὁ πρόεδρος τῶν ἀρχηγῶν τῶν ἡνωμένων ἐπιτελείων τῶν Ἡνωμένων Πολιτειῶν στρατηγὸς Ἕρλ Γουήλερ δήλωσεν ὅτι αἱ ἀμερικανικαὶ δυνάμεις εἰς Βιετνὰμ ἐφαρμόζουν δυναμικὴν στρατηγικήν. ΟΙ ΒΟΜΒΑΡΔΙΣΜΟΙ ΟΥΑΣΙΓΚΤΩΝ, 27. (ΑΥΠ).— Ὁ πρόεδρος τῶν ἀρχηγῶν τῶν ἡνωμένων ἐπιτελείων τῶν Ἡνωμένων Πολιτειῶν στρατηγὸς Ἕρλ Γουήλερ δήλωσεν ὅτι αἱ ἀμερικανικαὶ δυνάμεις εἰς Βιετνὰμ ἐφαρμόζουν δυναμικὴν στρατηγικήν. ΟΥΑΣΙΓΚΤΩΝ, 27. (ΑΥΠ).— Ὁ πρόεδρος τῶν ἀρχηγῶν τῶν ἡνωμένων ἐπιτελείων τῶν Ἡνωμένων Πολιτειῶν στρατηγὸς Ἕρλ Γουήλερ δήλωσεν ὅτι αἱ ἀμερικανικαὶ δυνάμεις εἰς Βιετνὰμ ἐφαρμόζουν δυναμικὴν στρατηγικήν. ΟΥΑΣΙΓΚΤΩΝ, 27. (ΑΥΠ).— Ὁ πρόεδρος τῶν ἀρχηγῶν τῶν ἡνωμένων ἐπιτελείων τῶν Ἡνωμένων Πολιτειῶν στρατηγὸς Ἕρλ Γουήλερ δήλωσεν ὅτι αἱ ἀμερικανικαὶ δυνάμεις εἰς Βιετνὰμ ἐφαρμόζουν δυναμικὴν στρατηγικήν. ΟΥΑΣΙΓΚΤΩΝ, 27. (ΑΥΠ).— Ὁ πρόεδρος τῶν ἀρχηγῶν τῶν ἡνωμένων ἐπιτελείων τῶν Ἡνωμένων Πολιτειῶν στρατηγὸς Ἕρλ Γουήλερ δήλωσεν ὅτι αἱ ἀμερικανικαὶ δυνάμεις εἰς Βιετνὰμ ἐφαρμόζουν δυναμικὴν στρατηγικήν. ΟΥΑΣΙΓΚΤΩΝ, 27. (ΑΥΠ).— Ὁ πρόεδρος τῶν ἀρχηγῶν τῶν ἡνωμένων ἐπιτελείων τῶν Ἡνωμένων Πολιτειῶν στρατηγὸς Ἕρλ Γουήλερ δήλωσεν ὅτι αἱ ἀμερικανικαὶ δυνάμεις εἰς Βιετνὰμ ἐφαρμόζουν δυναμικὴν στρατηγικήν. ΟΥΑΣΙΓΚΤΩΝ, 27. (ΑΥΠ).— Ὁ πρόεδρος τῶν ἀρχηγῶν τῶν ἡνωμένων ἐπιτελείων τῶν Ἡνωμένων Πολιτειῶν στρατηγὸς Ἕρλ Γουήλερ δήλωσεν ὅτι αἱ ἀμερικανικαὶ δυνάμεις εἰς Βιετνὰμ ἐφαρμόζουν δυναμικὴν στρατηγικήν. xyxy=(696,297,847,1342)
royal-birth-story xyxy=(537,1363,843,1807)
divider xyxy=(361,879,526,880)
headline: ΕΠΑΝΗΜΦΥΡΙΣΕΝ Ο ΕΥΦΡΑΤΗΣ xyxy=(382,1957,505,1986)
kicker: Πρὸς χάριν τῶν συνανθρώπων xyxy=(1098,988,1333,1006)
theatre-item: ΖΩΝΙΑ xyxy=(7,2236,43,2249)
divider xyxy=(7,2116,350,2117)
subheadline: ΤΗΣ ΑΙΤΗΣΕΩΣ ΕΚΔΟΣΕΩΣ xyxy=(82,174,276,191)
divider xyxy=(361,1201,526,1202)
headline: Ο ΤΣΑΓΚΑΡΙΑΚΙΑ ΕΙΣ ΤΗΝ ΣΟΦΙΑΝ xyxy=(865,1822,994,1851)
subheadline: ΕΙΣ ΤΗΝ ΖΟΥΓΚΛΑΝ ΚΑΙ ΕΙΣ ΧΩΡΑΣ ΜΕ ΑΝΘΥΓΙΕΙΝΟΝ ΚΛΙΜΑ.— ΘΥΣΙΑΖΟΝΤΑΙ ΟΛΑΙ ΑΙ ΑΝΕΣΕΙΣ xyxy=(1022,1172,1410,1206)
deck: Η ΒΕΑΤΡΙΚΗ ΕΤΕΚΕ ΔΙΑ ΚΑΙΣΑΡΙΚΗΣ ΤΟΜΗΣ.— ΕΝΘΟΥΣΙΑΣΜΟΣ ΕΙΣ ΤΗΝ ΧΩΡΑΝ.— ΛΕΧΩ ΚΑΙ ΒΡΕΦΟΣ ΥΠΑΙΝΟΥΝ.— xyxy=(539,1548,843,1598)
kicker: Διελευκάνθη τὸ ἔγκλημα τοῦ Βόλου xyxy=(1071,35,1361,55)
story-text: ΑΘΗΝΑΙ, 27.— Ὁ ἀρχηγὸς τῆς Χωροφυλακῆς συνιστᾶ εἰς τοὺς ὁδηγοὺς νὰ ἐπιδεικνύουν προσοχὴν κατὰ τὰς ἐξόδους. ΑΘΗΝΑΙ, 27.— Ὁ ἀρχηγὸς τῆς Χωροφυλακῆς συνιστᾶ εἰς τοὺς ὁδηγοὺς νὰ ἐπιδεικνύουν προσοχὴν κατὰ τὰς ἐξόδους. xyxy=(361,771,526,874)
theatre-item: ΠΑΛΛΑΔΙΟΝ xyxy=(7,2174,74,2187)
headline: ΑΝΕΞΑΡΤΗΤΟΣ Η ΠΕΡΣΙΚΗ ΠΟΛΙΤΙΚΗ ΤΟΝΙΖΕΙ Ο ΣΑΧΗΣ xyxy=(872,640,990,683)
headline: Η κ. ΚΕΝΝΕΝΤΥ ΕΙΣ ΒΡΑΖΙΛΙΑΝ xyxy=(870,1928,988,1956)
divider xyxy=(361,1737,526,1738)
story-text: ΑΘΗΝΑΙ, 27.— Ὁ ἀρχηγὸς τῆς Χωροφυλακῆς συνιστᾶ εἰς τοὺς ὁδηγοὺς νὰ ἐπιδεικνύουν προσοχὴν κατὰ τὰς ἐξόδους. ΑΘΗΝΑΙ, 27.— Ὁ ἀρχηγὸς τῆς Χωροφυλακῆς συνιστᾶ εἰς τοὺς ὁδηγοὺς νὰ ἐπιδεικνύουν προσοχὴν κατὰ τὰς ἐξόδους. xyxy=(361,1253,526,1356)
headline: Η ΤΖΙΛΑ ΓΚΟΛΑΝ ΕΙΣ ΤΗΝ ΤΑΙΝΙΑΝ "ΠΑΣΕ ΟΣΑ ΜΠΟΡΕΙΣ" xyxy=(365,1743,522,1786)
subheadline: Ἡ ἀποστολή του εἰς διαφόρους χώρας δὲν ἀποτελεῖ βεβήλωσιν, ἀλλὰ προσφορὰν γνώσεως xyxy=(1025,702,1407,742)
page-header xyxy=(1017,0,1415,31)
headline: Ο ΠΡΙΓΚΗΨ ΦΙΛΙΠΠΟΣ ΕΙΣ ΑΜΣΤΕΡΝΤΑΜ xyxy=(862,2034,996,2062)
column-briefs xyxy=(361,0,526,2108)
subheadline: Μὲ λίθους ἐπολτοποίησαν τὴν κεφαλήν xyxy=(1017,229,1415,249)
divider xyxy=(361,204,526,205)
headline: ΠΕΝΤΕ ΝΕΚΡΟΙ ΚΑΙ 15 ΤΡΑΥΜΑΤΙΑΙ ΑΠΟ ΕΚΡΗΞΙΝ ΕΙΣ ΤΟΥΡΚΙΑΝ xyxy=(858,520,1003,563)
subheadline: ΑΝΕΒΛΗΘΗ Η ΣΥΖΗΤΗΣΙΣ xyxy=(7,147,350,172)
divider xyxy=(856,514,1006,515)
story-columns xyxy=(537,1819,1006,2576)
story-text: ΟΥΑΣΙΓΚΤΩΝ, 27. (Ἰδ. Ὑπηρ.).— Τὰ μέλη τῶν «Σωμάτων Εἰρήνης» ἐργάζονται εἰς τὰ πλέον ἀπομεμακρυσμένα μέρη τοῦ κόσμου. ΟΥΑΣΙΓΚΤΩΝ, 27. (Ἰδ. Ὑπηρ.).— Τὰ μέλη τῶν «Σωμάτων Εἰρήνης» ἐργάζονται εἰς τὰ πλέον ἀπομεμακρυσμένα μέρη τοῦ κόσμου. ΠΟΛΛΟΙ ΕΙΔΙΚΟΙ ΟΥΑΣΙΓΚΤΩΝ, 27. (Ἰδ. Ὑπηρ.).— Τὰ μέλη τῶν «Σωμάτων Εἰρήνης» ἐργάζονται εἰς τὰ πλέον ἀπομεμακρυσμένα μέρη τοῦ κόσμου. ΟΥΑΣΙΓΚΤΩΝ, 27. (Ἰδ. Ὑπηρ.).— Τὰ μέλη τῶν «Σωμάτων Εἰρήνης» ἐργάζονται εἰς τὰ πλέον ἀπομεμακρυσμένα μέρη τοῦ κόσμου. ΟΥΑΣΙΓΚΤΩΝ, 27. (Ἰδ. Ὑπηρ.).— Τὰ μέλη τῶν «Σωμάτων Εἰρήνης» ἐργάζονται εἰς τὰ πλέον ἀπομεμακρυσμένα μέρη τοῦ κόσμου. ΟΥΑΣΙΓΚΤΩΝ, 27. (Ἰδ. Ὑπηρ.).— Τὰ μέλη τῶν «Σωμάτων Εἰρήνης» ἐργάζονται εἰς τὰ πλέον ἀπομεμακρυσμένα μέρη τοῦ κόσμου. ΟΥΑΣΙΓΚΤΩΝ, 27. (Ἰδ. Ὑπηρ.).— Τὰ μέλη τῶν «Σωμάτων Εἰρήνης» ἐργάζονται εἰς τὰ πλέον ἀπομεμακρυσμένα μέρη τοῦ κόσμου. ΟΥΑΣΙΓΚΤΩΝ, 27. (Ἰδ. Ὑπηρ.).— Τὰ μέλη τῶν «Σωμάτων Εἰρήνης» ἐργάζονται εἰς τὰ πλέον ἀπομεμακρυσμένα μέρη τοῦ κόσμου. xyxy=(1017,1212,1211,1652)
kicker: Ἀρχῆς γενομένης ἀπὸ τὸ Παρίσι xyxy=(1083,555,1348,575)
subheadline: ΚΑΙ ΤΑΣ ΗΝΩΜΕΝΑΣ ΠΟΛΙΤΕΙΑΣ xyxy=(7,775,350,800)
column-rule xyxy=(531,0,532,2092)
theatre-item: ΚΑΤΕΡΙΝΗ xyxy=(7,2199,63,2212)
story-text: ΔΑΜΑΣΚΟΣ, 27. (Ρόυτερ).— Ὁ Εὐφράτης ἐπανεγέμισεν τὴν κοίτην του μετὰ τὰς βροχάς. ΔΑΜΑΣΚΟΣ, 27. (Ρόυτερ).— Ὁ Εὐφράτης ἐπανεγέμισεν τὴν κοίτην του μετὰ τὰς βροχάς. ΔΑΜΑΣΚΟΣ, 27. (Ρόυτερ).— Ὁ Εὐφράτης ἐπανεγέμισεν τὴν κοίτην του μετὰ τὰς βροχάς. xyxy=(361,1989,526,2108)
page-number: Σελίς 3 xyxy=(1168,0,1265,31)
story-columns xyxy=(1017,747,1415,976)
divider xyxy=(361,1040,526,1041)
section-label: ΚΑΙ Ο ΠΑΤΕΡΑΣ xyxy=(1270,257,1365,271)
story-text: ΠΑΡΙΣΙΟΙ, Ἀπρίλιος. (Ἰδ. ἀνταπ.).— Ἡ ἐκθεσις τοῦ Τουταγχαμὼν εἰς τὸ Παρίσι ἀποτελεῖ γεγονὸς πρώτης τάξεως. ΠΑΡΙΣΙΟΙ, Ἀπρίλιος. (Ἰδ. ἀνταπ.).— Ἡ ἐκθεσις τοῦ Τουταγχαμὼν εἰς τὸ Παρίσι ἀποτελεῖ γεγονὸς πρώτης τάξεως. ΠΑΡΙΣΙΟΙ, Ἀπρίλιος. (Ἰδ. ἀνταπ.).— Ἡ ἐκθεσις τοῦ Τουταγχαμὼν εἰς τὸ Παρίσι ἀποτελεῖ γεγονὸς πρώτης τάξεως. ΜΕΓΑΛΗ ΔΥΝΑΣΤΕΙΑ ΠΑΡΙΣΙΟΙ, Ἀπρίλιος. (Ἰδ. ἀνταπ.).— Ἡ ἐκθεσις τοῦ Τουταγχαμὼν εἰς τὸ Παρίσι ἀποτελεῖ γεγονὸς πρώτης τάξεως. ΠΑΡΙΣΙΟΙ, Ἀπρίλιος. (Ἰδ. ἀνταπ.).— Ἡ ἐκθεσις τοῦ Τουταγχαμὼν εἰς τὸ Παρίσι ἀποτελεῖ γεγονὸς πρώτης τάξεως. xyxy=(1017,748,1211,967)
divider xyxy=(361,1951,526,1952)
subheadline: ΕΣΤΕΙΛΕ ΠΑΣΧΑΛΙΟΝ ΓΡΑΜΜΑ ΕΙΣ ΤΟΝ ΠΑΝΤΕΛΕΗΜΟΝΑ xyxy=(7,1355,350,1397)
headline: Η ΗΑΔ ΥΠΕΥΘΥΝΟΣ ΔΙΑ ΤΗΝ ΚΑΤΑΣΤΑΣΙΝ ΕΙΣ ΤΗΝ ΥΕΜΕΝΗΝ xyxy=(859,760,1003,803)
story-columns xyxy=(7,803,350,1281)
headline: Ἄλλοθι προβάλλει ὁ Ἰταλὸς ὁ φερόμενος ὡς ἀναμιχθεὶς εἰς τὸν φόνον δύο χρυσοχόων xyxy=(7,26,350,145)
story-text: ΟΥΤΡΕΧΤΗ, 27. (Ρόυτερ).— Ἡ πριγκήπισσα Βεατρίκη, διάδοχος τοῦ θρόνου τῶν Κάτω Χωρῶν, ἔτεκεν ἄρρεν, τὸ ὁποῖον θὰ ἀναβῇ εἰς τὸν θρόνον. xyxy=(852,1532,1006,1595)
story-text: ΠΑΡΙΣΙΟΙ, Ἀπρίλιος. (Ἰδ. ἀνταπ.).— Ἡ ἐκθεσις τοῦ Τουταγχαμὼν εἰς τὸ Παρίσι ἀποτελεῖ γεγονὸς πρώτης τάξεως. ΔΕΝ ΕΙΝΑΙ ΕΜΠΟΡΙΟΝ ΠΑΡΙΣΙΟΙ, Ἀπρίλιος. (Ἰδ. ἀνταπ.).— Ἡ ἐκθεσις τοῦ Τουταγχαμὼν εἰς τὸ Παρίσι ἀποτελεῖ γεγονὸς πρώτης τάξεως. ΠΑΡΙΣΙΟΙ, Ἀπρίλιος. (Ἰδ. ἀνταπ.).— Ἡ ἐκθεσις τοῦ Τουταγχαμὼν εἰς τὸ Παρίσι ἀποτελεῖ γεγονὸς πρώτης τάξεως. ΠΑΡΙΣΙΟΙ, Ἀπρίλιος. (Ἰδ. ἀνταπ.).— Ἡ ἐκθεσις τοῦ Τουταγχαμὼν εἰς τὸ Παρίσι ἀποτελεῖ γεγονὸς πρώτης τάξεως. xyxy=(1220,748,1415,926)
side-briefs xyxy=(852,1819,1006,2576)
section-label: ΕΠΙΚΙΝΔΥΝΟΣ Η ΕΞΑΠΛΩΣΙΣ xyxy=(863,364,999,375)
divider xyxy=(537,1356,1006,1357)
announcement-box xyxy=(852,2133,1006,2283)
kicker: Βάσει τοῦ διαβατηρίου του xyxy=(69,4,288,24)
story-columns xyxy=(537,1363,1006,1807)
deck: ΕΤΟΝΙΣΕΝ ΕΙΣ ΔΗΛΩΣΕΙΣ ΤΟΥ xyxy=(537,237,1006,266)
ribbon: ΕΤΕΡΜΑΤΙΣΘΗ Η ΘΗΛΥΓΟΝΙΑ xyxy=(537,1365,843,1390)
headline: Συνελήφθησαν τὰ ἀδέλφια καὶ ὁ πατὴρ τοῦ θύματος ὡς δράσται τῆς δολοφονίας xyxy=(1019,57,1412,180)
headline: ΟΙΚΟΝΟΜΙΚΗ ΣΥΝΟΜΙΛΙΑ ΜΕΤΑΞΥ ΛΙΒΑΝΟΥ ΚΑΙ ΣΑΟΥΔΑΡΑΒΙΑΣ xyxy=(366,1207,521,1250)
story-columns xyxy=(7,195,350,593)
story-text: ΜΕ ΚΙΝΔΥΝΟΝ ΟΥΑΣΙΓΚΤΩΝ, 27. (Ἰδ. Ὑπηρ.).— Τὰ μέλη τῶν «Σωμάτων Εἰρήνης» ἐργάζονται εἰς τὰ πλέον ἀπομεμακρυσμένα μέρη τοῦ κόσμου. ΟΥΑΣΙΓΚΤΩΝ, 27. (Ἰδ. Ὑπηρ.).— Τὰ μέλη τῶν «Σωμάτων Εἰρήνης» ἐργάζονται εἰς τὰ πλέον ἀπομεμακρυσμένα μέρη τοῦ κόσμου. ΟΥΑΣΙΓΚΤΩΝ, 27. (Ἰδ. Ὑπηρ.).— Τὰ μέλη τῶν «Σωμάτων Εἰρήνης» ἐργάζονται εἰς τὰ πλέον ἀπομεμακρυσμένα μέρη τοῦ κόσμου. ΗΡΧΙΣΕ ΤΟ ΦΕΣΤΙΒΑΛ ΚΙΝΗΜΑΤΟΓΡΑΦΟΥ ΚΑΝΝΑΙ, 27. (Ρόυτερ).— Ὁ Γάλλος σκηνοθέτης Ζὰν Γκαμπὲν ἐκήρυξε τὴν ἔναρξιν τοῦ φεστιβὰλ κινηματογράφου. ΚΑΝΝΑΙ, 27. (Ρόυτερ).— Ὁ Γάλλος σκηνοθέτης Ζὰν Γκαμπὲν ἐκήρυξε τὴν ἔναρξιν τοῦ φεστιβὰλ κινηματογράφου. xyxy=(1220,1215,1415,1503)
headline: ΝΕΑ ΜΕΘΟΔΟΣ ΠΡΟΓΝΩΣΕΩΣ ΤΟΥ ΚΑΙΡΟΥ xyxy=(871,1366,987,1409)
signature: Ὁ διοικητὴς τοῦ Γ' Σ. Στρατοῦ xyxy=(869,2260,1001,2272)
story-text: ΟΥΑΣΙΓΚΤΩΝ, 27. (ΑΥΠ).— Ὁ πρόεδρος τῶν ἀρχηγῶν τῶν ἡνωμένων ἐπιτελείων τῶν Ἡνωμένων Πολιτειῶν στρατηγὸς Ἕρλ Γουήλερ δήλωσεν ὅτι αἱ ἀμερικανικαὶ δυνάμεις εἰς Βιετνὰμ ἐφαρμόζουν δυναμικὴν στρατηγικήν. ΟΥΑΣΙΓΚΤΩΝ, 27. (ΑΥΠ).— Ὁ πρόεδρος τῶν ἀρχηγῶν τῶν ἡνωμένων ἐπιτελείων τῶν Ἡνωμένων Πολιτειῶν στρατηγὸς Ἕρλ Γουήλερ δήλωσεν ὅτι αἱ ἀμερικανικαὶ δυνάμεις εἰς Βιετνὰμ ἐφαρμόζουν δυναμικὴν στρατηγικήν. ΟΥΑΣΙΓΚΤΩΝ, 27. (ΑΥΠ).— Ὁ πρόεδρος τῶν ἀρχηγῶν τῶν ἡνωμένων ἐπιτελείων τῶν Ἡνωμένων Πολιτειῶν στρατηγὸς Ἕρλ Γουήλερ δήλωσεν ὅτι αἱ ἀμερικανικαὶ δυνάμεις εἰς Βιετνὰμ ἐφαρμόζουν δυναμικὴν στρατηγικήν. ΟΥΑΣΙΓΚΤΩΝ, 27. (ΑΥΠ).— Ὁ πρόεδρος τῶν ἀρχηγῶν τῶν ἡνωμένων ἐπιτελείων τῶν Ἡνωμένων Πολιτειῶν στρατηγὸς Ἕρλ Γουήλερ δήλωσεν ὅτι αἱ ἀμερικανικαὶ δυνάμεις εἰς Βιετνὰμ ἐφαρμόζουν δυναμικὴν στρατηγικήν. ΙΔΙΟΤΥΠΟΣ ΠΟΛΕΜΟΣ ΟΥΑΣΙΓΚΤΩΝ, 27. (ΑΥΠ).— Ὁ πρόεδρος τῶν ἀρχηγῶν τῶν ἡνωμένων ἐπιτελείων τῶν Ἡνωμένων Πολιτειῶν στρατηγὸς Ἕρλ Γουήλερ δήλωσεν ὅτι αἱ ἀμερικανικαὶ δυνάμεις εἰς Βιετνὰμ ἐφαρμόζουν δυναμικὴν στρατηγικήν. ΟΥΑΣΙΓΚΤΩΝ, 27. (ΑΥΠ).— Ὁ πρόεδρος τῶν ἀρχηγῶν τῶν ἡνωμένων ἐπιτελείων τῶν Ἡνωμένων Πολιτειῶν στρατηγὸς Ἕρλ Γουήλερ δήλωσεν ὅτι αἱ ἀμερικανικαὶ δυνάμεις εἰς Βιετνὰμ ἐφαρμόζουν δυναμικὴν στρατηγικήν. ΟΥΑΣΙΓΚΤΩΝ, 27. (ΑΥΠ).— Ὁ πρόεδρος τῶν ἀρχηγῶν τῶν ἡνωμένων ἐπιτελείων τῶν Ἡνωμένων Πολιτειῶν στρατηγὸς Ἕρλ Γουήλερ δήλωσεν ὅτι αἱ ἀμερικανικαὶ δυνάμεις εἰς Βιετνὰμ ἐφαρμόζουν δυναμικὴν στρατηγικήν. ΟΥΑΣΙΓΚΤΩΝ, 27. (ΑΥΠ).— Ὁ πρόεδρος τῶν ἀρχηγῶν τῶν ἡνωμένων ἐπιτελείων τῶν Ἡνωμένων Πολιτειῶν στρατηγὸς Ἕρλ Γουήλερ δήλωσεν ὅτι αἱ ἀμερικανικαὶ δυνάμεις εἰς Βιετνὰμ ἐφαρμόζουν δυναμικὴν στρατηγικήν. ΟΥΑΣΙΓΚΤΩΝ, 27. (ΑΥΠ).— Ὁ πρόεδρος τῶν ἀρχηγῶν τῶν ἡνωμένων ἐπιτελείων τῶν Ἡνωμένων Πολιτειῶν στρατηγὸς Ἕρλ Γουήλερ δήλωσεν ὅτι αἱ ἀμερικανικαὶ δυνάμεις εἰς Βιετνὰμ ἐφαρμόζουν δυναμικὴν στρατηγικήν. ΟΥΑΣΙΓΚΤΩΝ, 27. (ΑΥΠ).— Ὁ πρόεδρος τῶν ἀρχηγῶν τῶν ἡνωμένων ἐπιτελείων τῶν Ἡνωμένων Πολιτειῶν στρατηγὸς Ἕρλ Γουήλερ δήλωσεν ὅτι αἱ ἀμερικανικαὶ δυνάμεις εἰς Βιετνὰμ ἐφαρμόζουν δυναμικὴν στρατηγικήν. xyxy=(537,297,688,1342)
column-left xyxy=(7,0,350,2512)
story-columns xyxy=(537,295,1006,1351)
